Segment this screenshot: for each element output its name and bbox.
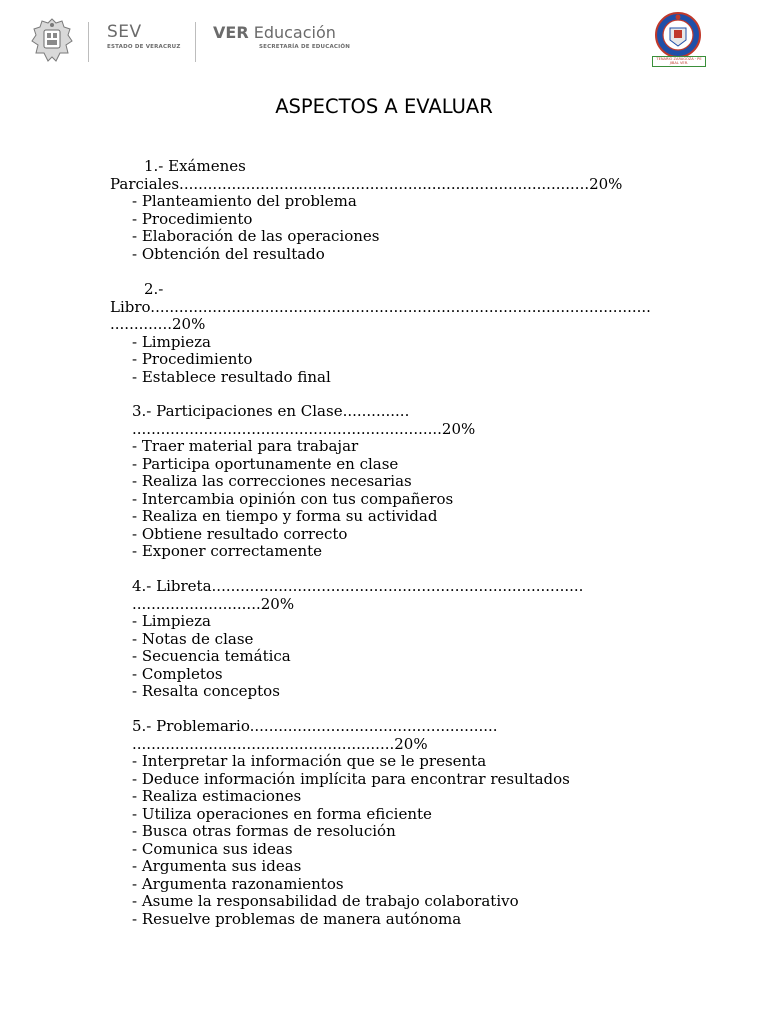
section-heading-line: 5.- Problemario....................................................: [132, 717, 498, 735]
header-divider: [88, 22, 89, 62]
criterion-item: - Planteamiento del problema: [132, 192, 357, 210]
criterion-item: - Argumenta razonamientos: [132, 874, 344, 893]
criterion-item: - Utiliza operaciones en forma eficiente: [132, 804, 432, 823]
criterion-item: - Establece resultado final: [132, 367, 331, 386]
letterhead: [0, 0, 768, 80]
section-heading-line: 1.- Exámenes: [144, 157, 246, 175]
criterion-item: - Secuencia temática: [132, 647, 291, 665]
criterion-item: - Obtención del resultado: [132, 244, 325, 263]
criterion-item: - Traer material para trabajar: [132, 437, 359, 455]
criterion-item: - Elaboración de las operaciones: [132, 227, 380, 245]
section-heading-line: 3.- Participaciones en Clase..............: [132, 402, 410, 420]
header-divider: [195, 22, 196, 62]
criterion-item: - Realiza en tiempo y forma su actividad: [132, 507, 438, 525]
veracruz-coat-of-arms-logo: [30, 17, 74, 63]
criterion-item: - Deduce información implícita para encontrar resultados: [132, 769, 570, 788]
criterion-item: - Participa oportunamente en clase: [132, 454, 399, 473]
criterion-item: - Asume la responsabilidad de trabajo colaborativo: [132, 892, 519, 910]
section-heading-line: Libro.........................................................................................................: [110, 297, 651, 316]
criterion-item: - Procedimiento: [132, 350, 253, 368]
ver-subtitle: SECRETARÍA DE EDUCACIÓN: [259, 44, 351, 50]
section-heading-line: .............20%: [110, 315, 206, 333]
criterion-item: - Realiza las correcciones necesarias: [132, 472, 412, 490]
criterion-item: - Comunica sus ideas: [132, 839, 293, 858]
sev-logo-text: SEV: [107, 22, 142, 42]
criterion-item: - Obtiene resultado correcto: [132, 524, 348, 543]
criterion-item: - Limpieza: [132, 332, 211, 351]
criterion-item: - Procedimiento: [132, 209, 253, 228]
criterion-item: - Exponer correctamente: [132, 542, 323, 560]
sev-subtitle: ESTADO DE VERACRUZ: [107, 44, 181, 50]
section-heading-line: 2.-: [144, 280, 164, 298]
criterion-item: - Argumenta sus ideas: [132, 857, 302, 875]
criterion-item: - Resalta conceptos: [132, 682, 280, 700]
section-heading-line: ...........................20%: [132, 594, 295, 613]
section-heading-line: .......................................................20%: [132, 734, 428, 753]
criterion-item: - Limpieza: [132, 612, 211, 630]
ver-educacion-logo-text: VER Educación: [213, 23, 336, 42]
section-heading-line: Parciales......................................................................................20%: [110, 174, 623, 193]
section-heading-line: 4.- Libreta..............................................................................: [132, 577, 584, 595]
criterion-item: - Busca otras formas de resolución: [132, 822, 396, 840]
criterion-item: - Interpretar la información que se le presenta: [132, 752, 487, 770]
section-heading-line: .................................................................20%: [132, 419, 476, 438]
criterion-item: - Notas de clase: [132, 629, 254, 648]
school-seal-caption: TENARIO ZARAGOZA · PE JIBAL VER.: [652, 56, 706, 67]
criterion-item: - Completos: [132, 664, 223, 683]
criterion-item: - Intercambia opinión con tus compañeros: [132, 489, 454, 508]
criterion-item: - Resuelve problemas de manera autónoma: [132, 909, 462, 928]
page-title: ASPECTOS A EVALUAR: [275, 95, 493, 118]
criterion-item: - Realiza estimaciones: [132, 787, 302, 805]
